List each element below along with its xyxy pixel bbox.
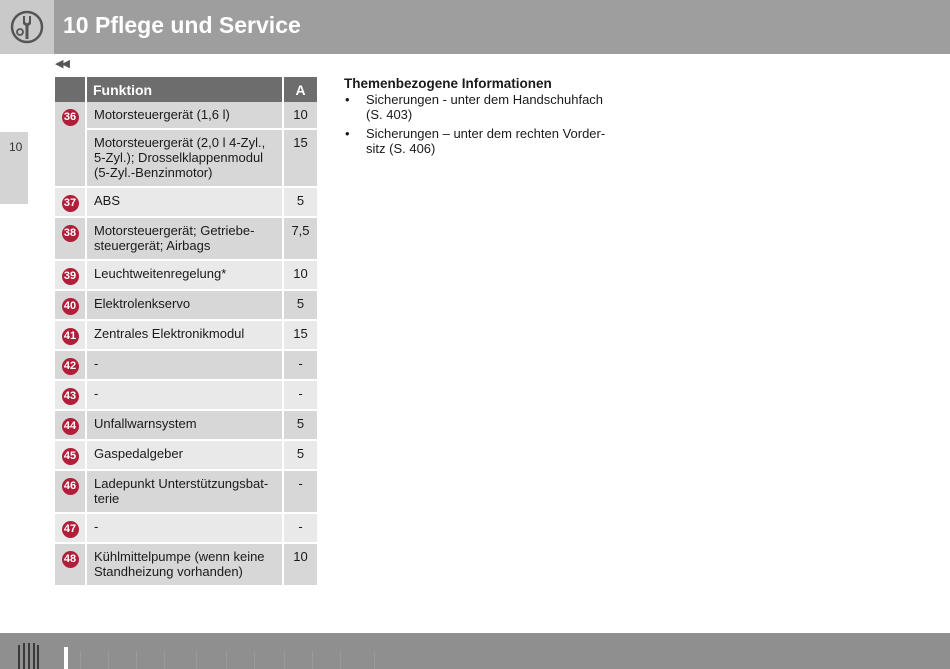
fuse-number-badge: 47 [62,521,79,538]
fuse-function-cell: Motorsteuergerät; Getriebe-steuergerät; Airbags [87,218,284,261]
table-row [55,514,317,544]
fuse-function-cell: Motorsteuergerät (2,0 l 4-Zyl., 5-Zyl.); Drosselklappenmodul (5-Zyl.-Benzinmotor) [87,130,284,188]
fuse-number-badge: 39 [62,268,79,285]
wrench-gear-icon [10,10,44,44]
table-row [55,321,317,351]
related-info-list [344,92,614,156]
fuse-ampere-cell: 5 [284,441,317,471]
fuse-ampere-cell: 10 [284,102,317,130]
fuse-function-cell: Ladepunkt Unterstützungsbat-terie [87,471,284,514]
table-row [55,218,317,261]
page-header [0,0,950,54]
table-header-row [55,77,317,102]
fuse-number-cell [55,321,87,351]
chapter-tab[interactable] [0,132,28,204]
fuse-number-cell [55,441,87,471]
table-row [55,261,317,291]
fuse-number-badge: 41 [62,328,79,345]
column-header-number [55,77,87,102]
fuse-number-badge: 42 [62,358,79,375]
related-info-link-text: Sicherungen - unter dem Handschuhfach (S. 403) [366,92,604,122]
fuse-function-cell: Kühlmittelpumpe (wenn keine Standheizung vorhanden) [87,544,284,587]
fuse-number-badge: 37 [62,195,79,212]
column-header-funktion: Funktion [87,77,284,102]
fuse-ampere-cell: 7,5 [284,218,317,261]
fuse-ampere-cell: 15 [284,130,317,188]
table-row [55,441,317,471]
fuse-number-badge: 40 [62,298,79,315]
bullet-icon: • [345,92,350,107]
table-row [55,102,317,130]
chapter-icon-box [0,0,54,54]
fuse-ampere-cell: 5 [284,291,317,321]
fuse-number-badge: 48 [62,551,79,568]
table-row [55,130,317,188]
column-header-ampere: A [284,77,317,102]
table-row [55,411,317,441]
fuse-number-cell [55,218,87,261]
fuse-ampere-cell: - [284,381,317,411]
fuse-number-cell [55,544,87,587]
fuse-function-cell: Zentrales Elektronikmodul [87,321,284,351]
fuse-number-badge: 46 [62,478,79,495]
related-info-link[interactable] [344,126,614,156]
fuse-function-cell: - [87,351,284,381]
chapter-tab-label: 10 [9,140,23,154]
fuse-ampere-cell: 10 [284,544,317,587]
fuse-ampere-cell: - [284,514,317,544]
fuse-number-cell [55,381,87,411]
fuse-function-cell: Gaspedalgeber [87,441,284,471]
fuse-function-cell: Elektrolenkservo [87,291,284,321]
table-row [55,188,317,218]
fuse-table [55,77,317,587]
related-info-link-text: Sicherungen – unter dem rechten Vorder-sitz (S. 406) [366,126,606,156]
related-info-link[interactable] [344,92,614,122]
back-arrows-icon[interactable]: ◀◀ [55,58,68,70]
fuse-number-badge: 36 [62,109,79,126]
fuse-function-cell: Leuchtweitenregelung* [87,261,284,291]
fuse-function-cell: Motorsteuergerät (1,6 l) [87,102,284,130]
related-info-heading: Themenbezogene Informationen [344,76,552,91]
fuse-function-cell: - [87,514,284,544]
page-title: 10 Pflege und Service [63,12,301,38]
fuse-function-cell: ABS [87,188,284,218]
fuse-number-cell [55,411,87,441]
bullet-icon: • [345,126,350,141]
fuse-function-cell: Unfallwarnsystem [87,411,284,441]
fuse-number-badge: 38 [62,225,79,242]
fuse-number-cell [55,102,87,188]
table-row [55,471,317,514]
fuse-ampere-cell: - [284,471,317,514]
fuse-number-badge: 45 [62,448,79,465]
table-row [55,291,317,321]
fuse-number-badge: 44 [62,418,79,435]
table-row [55,544,317,587]
fuse-number-badge: 43 [62,388,79,405]
fuse-number-cell [55,351,87,381]
fuse-ampere-cell: 15 [284,321,317,351]
page-footer [0,633,950,669]
fuse-ampere-cell: 5 [284,411,317,441]
fuse-number-cell [55,261,87,291]
table-row [55,381,317,411]
fuse-number-cell [55,291,87,321]
fuse-number-cell [55,514,87,544]
fuse-function-cell: - [87,381,284,411]
fuse-ampere-cell: 10 [284,261,317,291]
fuse-ampere-cell: - [284,351,317,381]
footer-bar-pattern-icon [0,633,400,669]
fuse-number-cell [55,188,87,218]
fuse-number-cell [55,471,87,514]
fuse-ampere-cell: 5 [284,188,317,218]
table-row [55,351,317,381]
related-info-section [344,76,614,160]
